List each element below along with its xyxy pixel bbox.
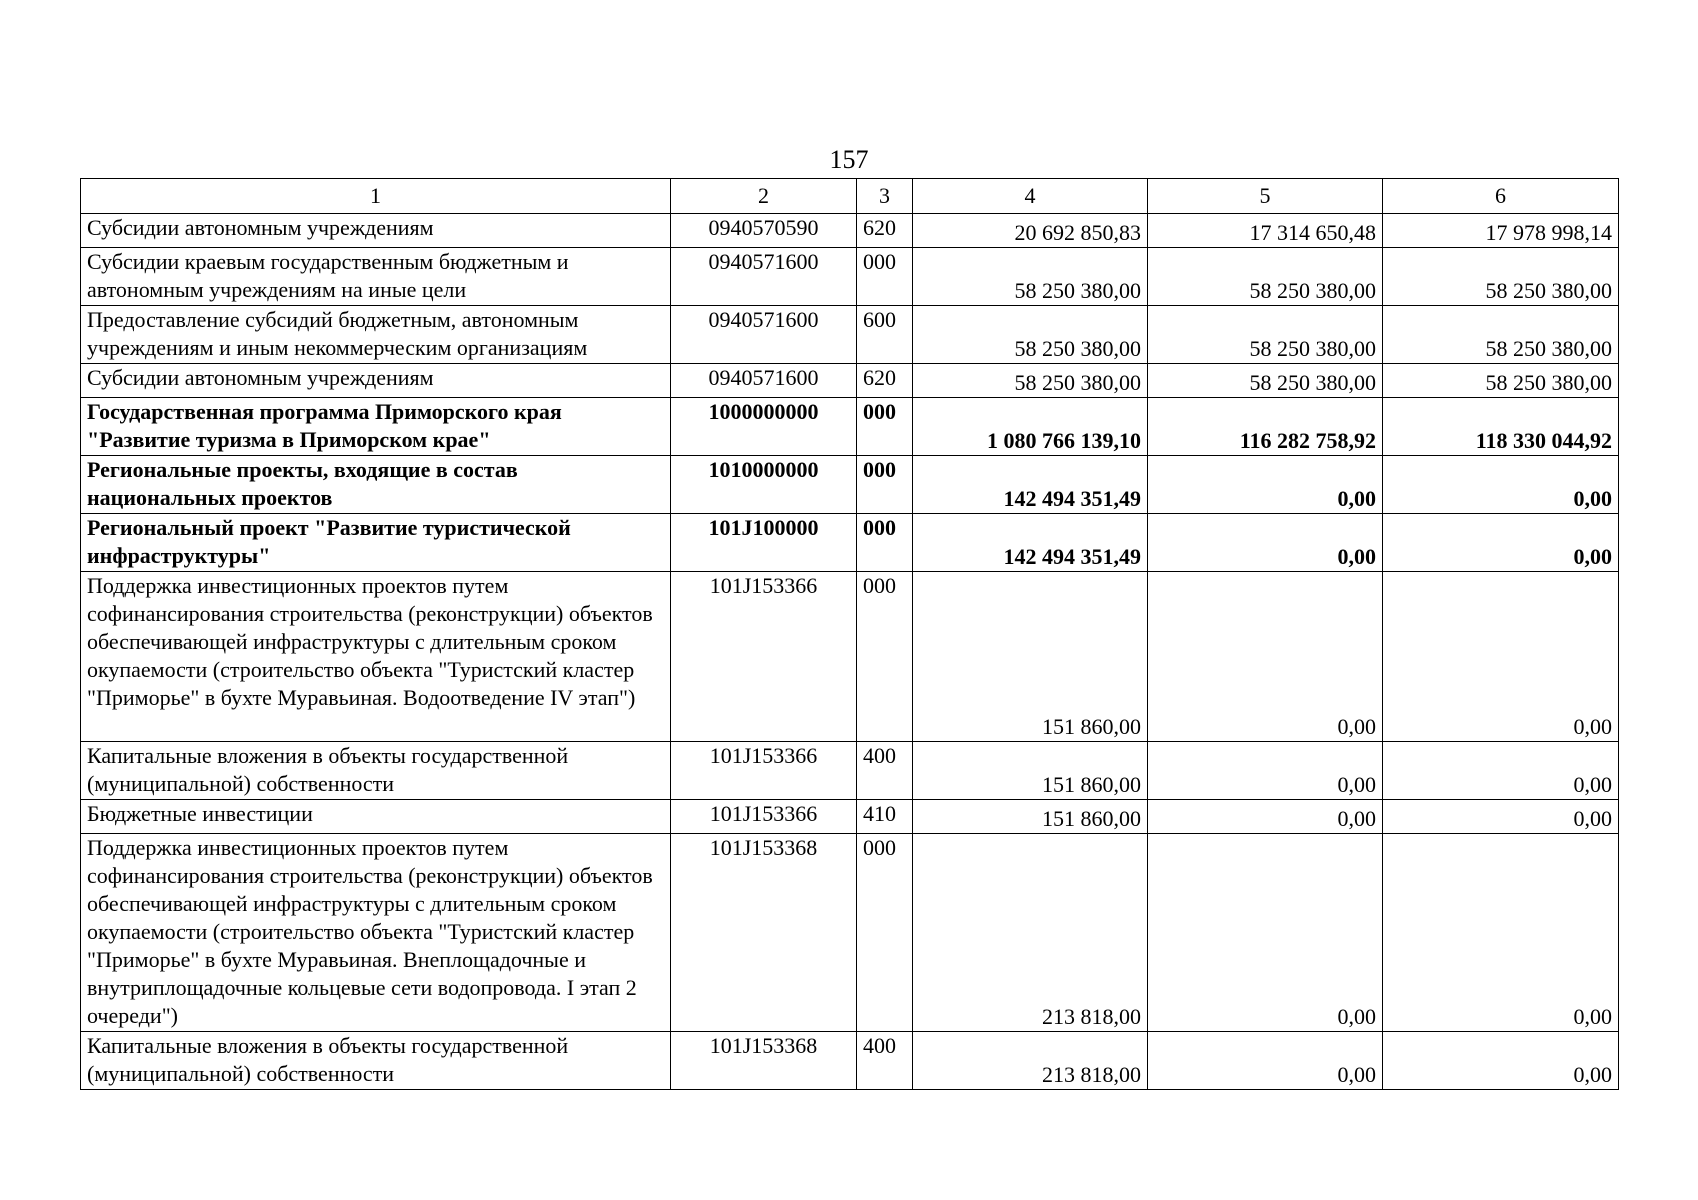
table-row <box>81 398 1619 456</box>
row-name: Региональные проекты, входящие в состав национальных проектов <box>81 456 671 514</box>
column-header: 6 <box>1383 179 1619 214</box>
column-header: 3 <box>857 179 913 214</box>
table-row <box>81 364 1619 398</box>
row-value-col5: 0,00 <box>1148 800 1383 834</box>
row-value-col6: 0,00 <box>1383 456 1619 514</box>
row-name: Капитальные вложения в объекты государственной (муниципальной) собственности <box>81 1032 671 1090</box>
row-value-col6: 17 978 998,14 <box>1383 214 1619 248</box>
row-value-col4: 151 860,00 <box>913 800 1148 834</box>
row-name: Региональный проект "Развитие туристической инфраструктуры" <box>81 514 671 572</box>
row-value-col5: 0,00 <box>1148 572 1383 742</box>
row-value-col4: 213 818,00 <box>913 834 1148 1032</box>
row-target-code: 0940570590 <box>671 214 857 248</box>
row-expense-type: 000 <box>857 456 913 514</box>
row-target-code: 1010000000 <box>671 456 857 514</box>
row-value-col4: 1 080 766 139,10 <box>913 398 1148 456</box>
row-name: Субсидии автономным учреждениям <box>81 364 671 398</box>
row-target-code: 101J153368 <box>671 1032 857 1090</box>
table-row <box>81 742 1619 800</box>
column-header: 1 <box>81 179 671 214</box>
table-row <box>81 514 1619 572</box>
row-expense-type: 620 <box>857 214 913 248</box>
row-target-code: 0940571600 <box>671 306 857 364</box>
table-row <box>81 456 1619 514</box>
row-target-code: 0940571600 <box>671 364 857 398</box>
row-value-col6: 0,00 <box>1383 572 1619 742</box>
row-value-col6: 0,00 <box>1383 514 1619 572</box>
row-value-col5: 0,00 <box>1148 1032 1383 1090</box>
row-value-col4: 58 250 380,00 <box>913 364 1148 398</box>
row-expense-type: 400 <box>857 742 913 800</box>
row-expense-type: 000 <box>857 398 913 456</box>
row-expense-type: 400 <box>857 1032 913 1090</box>
table-row <box>81 1032 1619 1090</box>
row-name: Поддержка инвестиционных проектов путем софинансирования строительства (реконструкции) объектов обеспечивающей инфраструктуры с длительным сроком окупаемости (строительство объекта "Туристский кластер "Приморье" в бухте Муравьиная. Водоотведение IV этап") <box>81 572 671 742</box>
row-value-col6: 58 250 380,00 <box>1383 364 1619 398</box>
row-value-col5: 58 250 380,00 <box>1148 364 1383 398</box>
row-target-code: 101J100000 <box>671 514 857 572</box>
row-value-col5: 17 314 650,48 <box>1148 214 1383 248</box>
row-value-col5: 58 250 380,00 <box>1148 248 1383 306</box>
table-row <box>81 306 1619 364</box>
row-name: Субсидии автономным учреждениям <box>81 214 671 248</box>
row-value-col5: 116 282 758,92 <box>1148 398 1383 456</box>
row-target-code: 101J153366 <box>671 800 857 834</box>
row-value-col5: 0,00 <box>1148 742 1383 800</box>
row-value-col6: 0,00 <box>1383 1032 1619 1090</box>
column-header: 2 <box>671 179 857 214</box>
row-target-code: 0940571600 <box>671 248 857 306</box>
row-name: Капитальные вложения в объекты государственной (муниципальной) собственности <box>81 742 671 800</box>
row-value-col6: 0,00 <box>1383 800 1619 834</box>
row-value-col5: 0,00 <box>1148 514 1383 572</box>
row-expense-type: 410 <box>857 800 913 834</box>
row-expense-type: 600 <box>857 306 913 364</box>
row-value-col6: 58 250 380,00 <box>1383 306 1619 364</box>
row-expense-type: 000 <box>857 514 913 572</box>
row-name: Субсидии краевым государственным бюджетным и автономным учреждениям на иные цели <box>81 248 671 306</box>
row-expense-type: 000 <box>857 572 913 742</box>
table-row <box>81 214 1619 248</box>
row-value-col4: 20 692 850,83 <box>913 214 1148 248</box>
row-value-col4: 213 818,00 <box>913 1032 1148 1090</box>
row-target-code: 1000000000 <box>671 398 857 456</box>
header-row <box>81 179 1619 214</box>
row-value-col4: 142 494 351,49 <box>913 514 1148 572</box>
table-row <box>81 572 1619 742</box>
row-name: Поддержка инвестиционных проектов путем софинансирования строительства (реконструкции) объектов обеспечивающей инфраструктуры с длительным сроком окупаемости (строительство объекта "Туристский кластер "Приморье" в бухте Муравьиная. Внеплощадочные и внутриплощадочные кольцевые сети водопровода. I этап 2 очереди") <box>81 834 671 1032</box>
row-expense-type: 620 <box>857 364 913 398</box>
column-header: 4 <box>913 179 1148 214</box>
row-value-col6: 58 250 380,00 <box>1383 248 1619 306</box>
row-name: Государственная программа Приморского края "Развитие туризма в Приморском крае" <box>81 398 671 456</box>
row-value-col4: 58 250 380,00 <box>913 248 1148 306</box>
row-value-col4: 151 860,00 <box>913 742 1148 800</box>
table-row <box>81 834 1619 1032</box>
row-value-col4: 58 250 380,00 <box>913 306 1148 364</box>
row-value-col6: 0,00 <box>1383 834 1619 1032</box>
row-value-col6: 0,00 <box>1383 742 1619 800</box>
row-target-code: 101J153368 <box>671 834 857 1032</box>
table-row <box>81 800 1619 834</box>
row-expense-type: 000 <box>857 248 913 306</box>
row-expense-type: 000 <box>857 834 913 1032</box>
page-number: 157 <box>829 145 869 174</box>
row-value-col5: 0,00 <box>1148 456 1383 514</box>
row-name: Предоставление субсидий бюджетным, автономным учреждениям и иным некоммерческим организациям <box>81 306 671 364</box>
row-value-col5: 0,00 <box>1148 834 1383 1032</box>
row-value-col6: 118 330 044,92 <box>1383 398 1619 456</box>
row-target-code: 101J153366 <box>671 572 857 742</box>
table-row <box>81 248 1619 306</box>
budget-table <box>80 178 1619 1090</box>
column-header: 5 <box>1148 179 1383 214</box>
row-value-col4: 142 494 351,49 <box>913 456 1148 514</box>
row-name: Бюджетные инвестиции <box>81 800 671 834</box>
row-value-col5: 58 250 380,00 <box>1148 306 1383 364</box>
row-target-code: 101J153366 <box>671 742 857 800</box>
row-value-col4: 151 860,00 <box>913 572 1148 742</box>
